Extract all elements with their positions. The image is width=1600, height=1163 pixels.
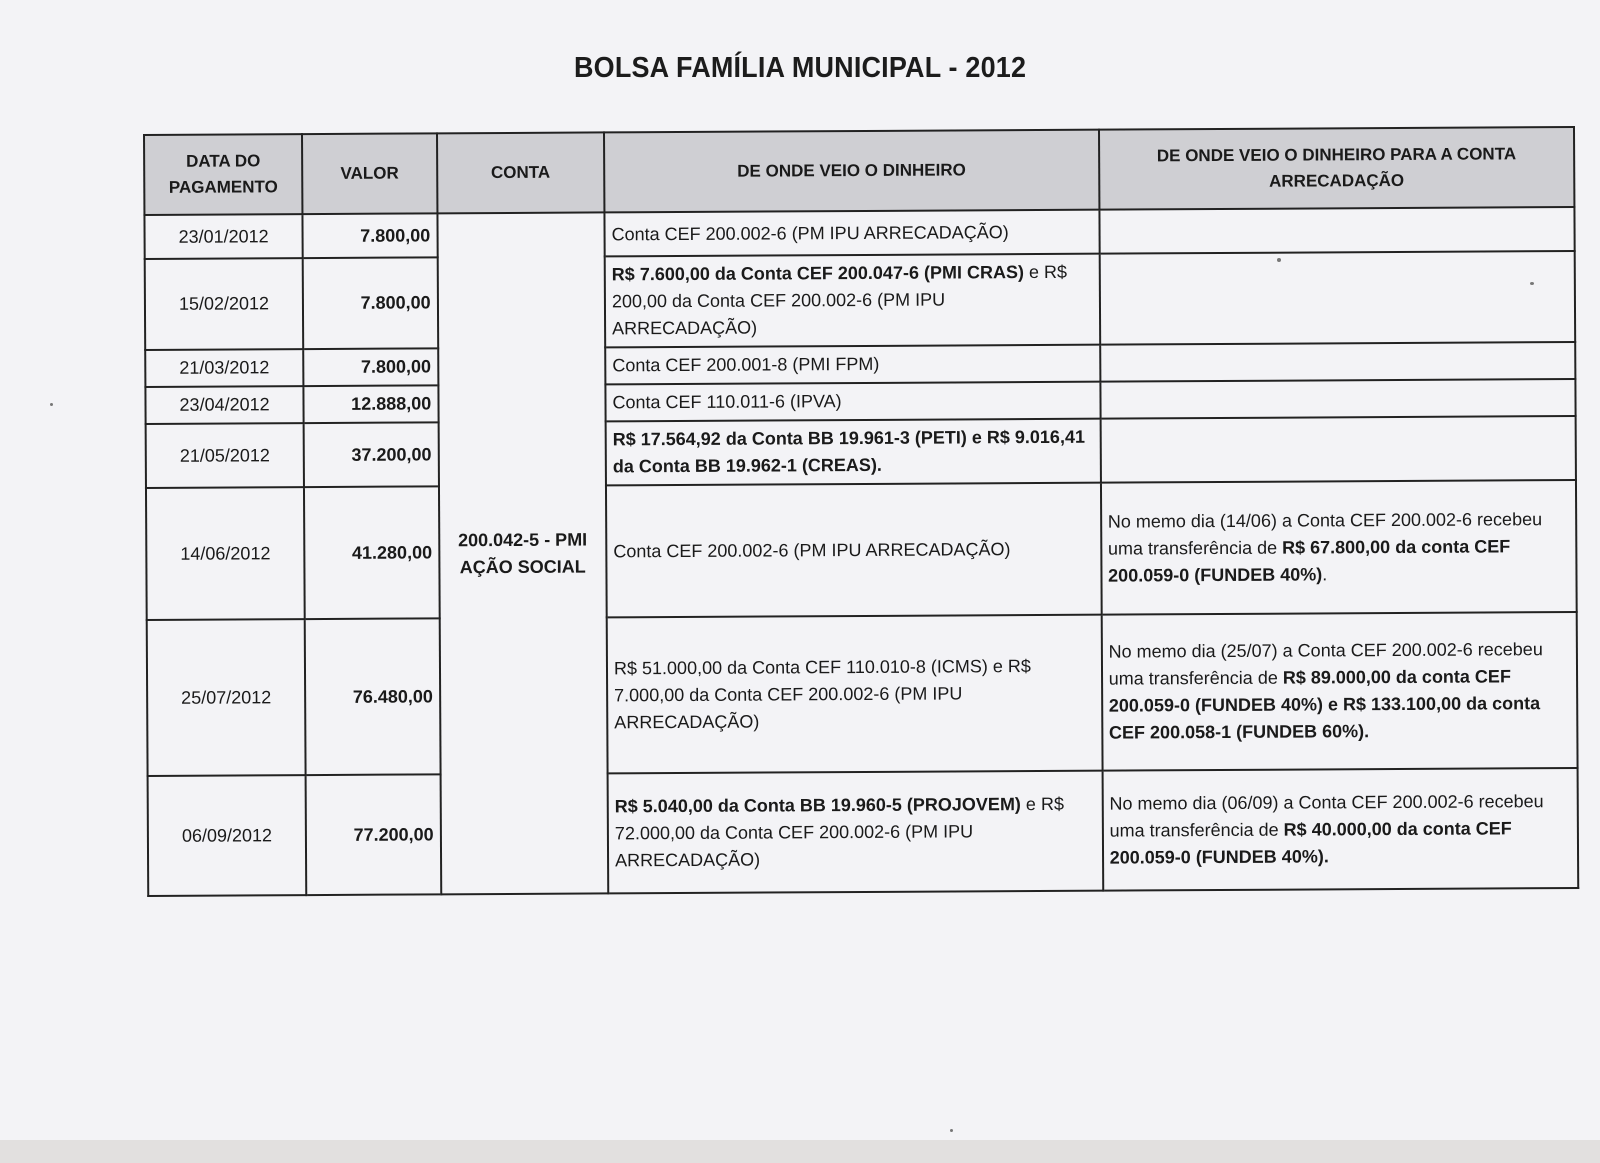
table-body bbox=[144, 207, 1578, 896]
cell-date: 25/07/2012 bbox=[147, 619, 306, 776]
text-segment: Conta CEF 200.001-8 (PMI FPM) bbox=[612, 353, 880, 376]
table-row bbox=[145, 251, 1575, 350]
text-segment: R$ 5.040,00 da Conta BB 19.960-5 (PROJOVEM) bbox=[614, 793, 1021, 816]
header-origem: DE ONDE VEIO O DINHEIRO bbox=[604, 130, 1099, 213]
cell-date: 21/05/2012 bbox=[146, 423, 304, 488]
text-segment: No memo dia (06/09) a Conta CEF 200.002-6 recebeu uma transferência de bbox=[1109, 790, 1544, 841]
cell-valor: 7.800,00 bbox=[303, 213, 438, 258]
scan-speck bbox=[950, 1129, 953, 1132]
scan-speck bbox=[1530, 282, 1534, 285]
header-valor: VALOR bbox=[302, 133, 437, 214]
cell-valor: 37.200,00 bbox=[304, 422, 439, 487]
cell-valor: 7.800,00 bbox=[303, 257, 438, 349]
text-segment: R$ 40.000,00 da conta CEF 200.059-0 (FUNDEB 40%). bbox=[1109, 817, 1512, 868]
table-row bbox=[146, 480, 1577, 620]
cell-date: 21/03/2012 bbox=[145, 349, 303, 387]
text-segment: R$ 17.564,92 da Conta BB 19.961-3 (PETI) e R$ 9.016,41 da Conta BB 19.962-1 (CREAS). bbox=[612, 426, 1085, 477]
cell-arrecadacao bbox=[1101, 612, 1577, 771]
header-arrecadacao: DE ONDE VEIO O DINHEIRO PARA A CONTA ARRECADAÇÃO bbox=[1099, 127, 1575, 210]
text-segment: No memo dia (25/07) a Conta CEF 200.002-6 recebeu uma transferência de bbox=[1108, 639, 1543, 689]
cell-origem bbox=[605, 382, 1100, 422]
text-segment: Conta CEF 200.002-6 (PM IPU ARRECADAÇÃO) bbox=[611, 221, 1009, 244]
text-segment: R$ 67.800,00 da conta CEF 200.059-0 (FUNDEB 40%) bbox=[1108, 535, 1511, 586]
cell-arrecadacao bbox=[1099, 251, 1575, 345]
text-segment: R$ 89.000,00 da conta CEF 200.059-0 (FUNDEB 40%) e R$ 133.100,00 da conta CEF 200.058-1 (FUNDEB 60%). bbox=[1108, 666, 1541, 743]
cell-valor: 76.480,00 bbox=[305, 618, 440, 775]
cell-date: 14/06/2012 bbox=[146, 487, 305, 620]
cell-conta: 200.042-5 - PMI AÇÃO SOCIAL bbox=[437, 212, 608, 894]
text-segment: No memo dia (14/06) a Conta CEF 200.002-6 recebeu uma transferência de bbox=[1107, 508, 1543, 559]
text-segment: R$ 51.000,00 da Conta CEF 110.010-8 (ICMS) e R$ 7.000,00 da Conta CEF 200.002-6 (PM IPU ARRECADAÇÃO) bbox=[613, 655, 1031, 732]
cell-valor: 41.280,00 bbox=[304, 486, 439, 619]
cell-arrecadacao bbox=[1100, 379, 1576, 419]
cell-valor: 7.800,00 bbox=[303, 348, 438, 386]
table-row bbox=[146, 416, 1576, 488]
scan-speck bbox=[50, 403, 53, 406]
cell-origem bbox=[605, 254, 1100, 348]
text-segment: e R$ 72.000,00 da Conta CEF 200.002-6 (PM IPU ARRECADAÇÃO) bbox=[614, 793, 1064, 870]
cell-origem bbox=[606, 483, 1101, 618]
header-conta: CONTA bbox=[437, 132, 605, 213]
cell-valor: 77.200,00 bbox=[306, 774, 441, 895]
cell-arrecadacao bbox=[1100, 342, 1576, 382]
cell-origem bbox=[604, 210, 1099, 257]
text-segment: Conta CEF 200.002-6 (PM IPU ARRECADAÇÃO) bbox=[613, 538, 1011, 561]
cell-date: 06/09/2012 bbox=[148, 775, 307, 896]
text-segment: . bbox=[1322, 563, 1328, 584]
header-data-pagamento: DATA DO PAGAMENTO bbox=[144, 134, 303, 215]
cell-arrecadacao bbox=[1102, 768, 1578, 891]
cell-origem bbox=[606, 419, 1101, 486]
table-row bbox=[144, 207, 1574, 259]
scan-edge bbox=[0, 1140, 1600, 1163]
scan-speck bbox=[1277, 258, 1281, 262]
text-segment: e R$ 200,00 da Conta CEF 200.002-6 (PM IPU ARRECADAÇÃO) bbox=[611, 261, 1068, 339]
payments-table bbox=[143, 126, 1579, 897]
cell-valor: 12.888,00 bbox=[304, 385, 439, 423]
cell-date: 15/02/2012 bbox=[145, 258, 304, 350]
cell-arrecadacao bbox=[1100, 416, 1576, 483]
document-title-text: BOLSA FAMÍLIA MUNICIPAL - 2012 bbox=[573, 52, 1027, 84]
table-row bbox=[147, 612, 1578, 776]
cell-date: 23/01/2012 bbox=[144, 214, 302, 259]
cell-arrecadacao bbox=[1099, 207, 1575, 254]
cell-origem bbox=[605, 345, 1100, 385]
cell-origem bbox=[608, 771, 1103, 894]
text-segment: R$ 7.600,00 da Conta CEF 200.047-6 (PMI CRAS) bbox=[611, 262, 1024, 285]
cell-date: 23/04/2012 bbox=[145, 386, 303, 424]
cell-origem bbox=[607, 615, 1103, 774]
table-row bbox=[148, 768, 1579, 896]
document-title bbox=[0, 52, 1600, 85]
table-header-row bbox=[144, 127, 1574, 215]
text-segment: Conta CEF 110.011-6 (IPVA) bbox=[612, 391, 842, 413]
cell-arrecadacao bbox=[1101, 480, 1577, 615]
